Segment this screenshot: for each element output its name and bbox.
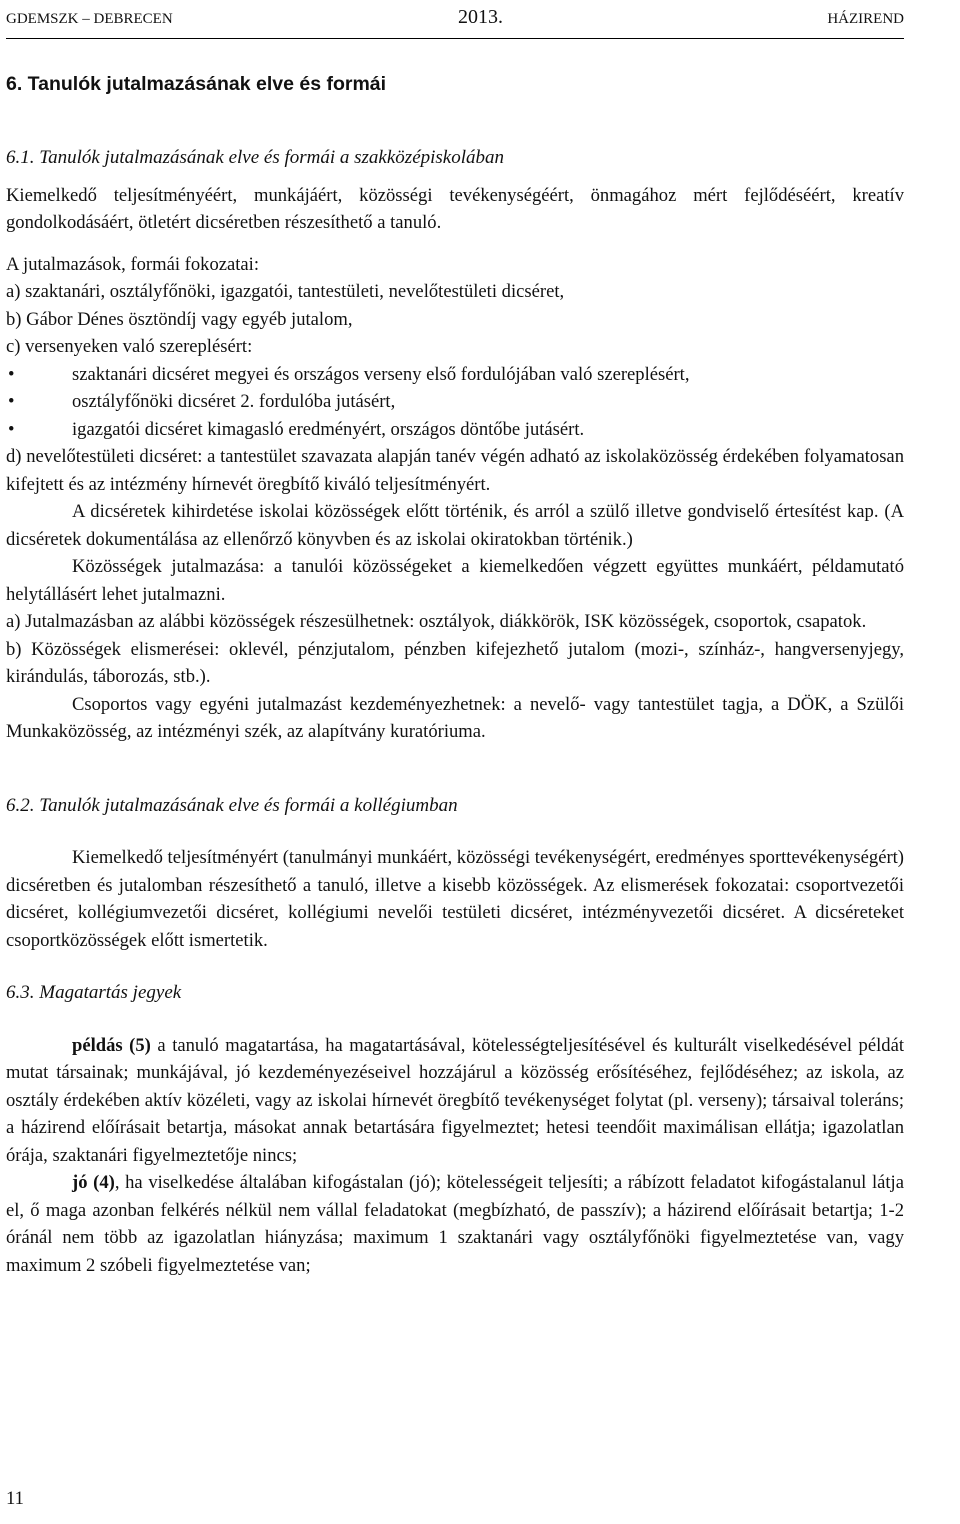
s61-announcement-paragraph: A dicséretek kihirdetése iskolai közösségek előtt történik, és arról a szülő illetve gondviselő értesítést kap. (A dicséretek dokumentálása az ellenőrző könyvben és az iskolai okiratokban történik.) <box>6 501 904 550</box>
s61-form-c: c) versenyeken való szereplésért: <box>6 336 253 357</box>
section-6-3-title: 6.3. Magatartás jegyek <box>6 982 182 1003</box>
list-item: • igazgatói dicséret kimagasló eredményért, országos döntőbe jutásért. <box>6 416 904 444</box>
s61-community-a: a) Jutalmazásban az alábbi közösségek részesülhetnek: osztályok, diákkörök, ISK közösségek, csoportok, csapatok. <box>6 611 867 632</box>
s61-form-d: d) nevelőtestületi dicséret: a tantestület szavazata alapján tanév végén adható az iskolaközösség érdekében folyamatosan kifejtett és az intézmény hírnevét öregbítő kiváló teljesítményért. <box>6 446 904 495</box>
document-body <box>6 70 904 1279</box>
s61-community-b: b) Közösségek elismerései: oklevél, pénzjutalom, pénzben kifejezhető jutalom (mozi-, színház-, hangversenyjegy, kirándulás, táborozás, stb.). <box>6 638 904 687</box>
exemplary-grade-text: a tanuló magatartása, ha magatartásával, kötelességteljesítésével és kulturált viselkedésével példát mutat társainak; munkájával, jó kezdeményezéseivel hozzájárul a közösség erősítéséhez, fejlődéséhez; az iskola, az osztály érdekében aktív közéleti, vagy az iskolai hírnevét öregbítő tevékenységet folytat (pl. verseny); társaival toleráns; a házirend előírásait betartja, másokat annak betartására figyelmeztet; hetesi teendőit maximálisan ellátja; igazolatlan órája, szaktanári figyelmeztetője nincs; <box>6 1034 904 1166</box>
s61-intro-paragraph: Kiemelkedő teljesítményéért, munkájáért, közösségi tevékenységéért, önmagához mért fejlődéséért, kreatív gondolkodásáért, ötletért dicséretben részesíthető a tanuló. <box>6 184 904 233</box>
s61-form-b: b) Gábor Dénes ösztöndíj vagy egyéb jutalom, <box>6 308 353 330</box>
exemplary-grade-term: példás (5) <box>72 1034 151 1056</box>
s61-initiators-paragraph: Csoportos vagy egyéni jutalmazást kezdeményezhetnek: a nevelő- vagy tantestület tagja, a DÖK, a Szülői Munkaközösség, az intézményi szék, az alapítvány kuratóriuma. <box>6 693 904 742</box>
good-grade-term: jó (4) <box>72 1172 115 1193</box>
header-organization: GDEMSZK – DEBRECEN <box>6 11 173 27</box>
section-6-1-title: 6.1. Tanulók jutalmazásának elve és formái a szakközépiskolában <box>6 147 505 168</box>
competition-praise-list <box>6 361 904 444</box>
section-6-title: 6. Tanulók jutalmazásának elve és formái <box>6 73 387 95</box>
s61-community-reward-paragraph: Közösségek jutalmazása: a tanulói közösségeket a kiemelkedően végzett együttes munkáért, példamutató helytállásért lehet jutalmazni. <box>6 556 904 605</box>
section-6-2-title: 6.2. Tanulók jutalmazásának elve és formái a kollégiumban <box>6 794 458 816</box>
good-grade-text: , ha viselkedése általában kifogástalan (jó); kötelességeit teljesíti; a rábízott feladatot kifogástalanul látja el, ő maga azonban felkérés nélkül nem vállal feladatokat (megbízható, de passzív); a házirend előírásait betartja; 1-2 óránál nem több az igazolatlan hiányzása; maximum 1 szaktanári vagy osztályfőnöki figyelmeztetése van, vagy maximum 2 szóbeli figyelmeztetése van; <box>6 1172 904 1276</box>
s63-exemplary-paragraph <box>6 1032 904 1170</box>
header-year: 2013. <box>458 6 503 28</box>
list-item: • osztályfőnöki dicséret 2. fordulóba jutásért, <box>6 388 904 416</box>
s62-body-paragraph: Kiemelkedő teljesítményért (tanulmányi munkáért, közösségi tevékenységért, eredményes sporttevékenységért) dicséretben és jutalomban részesíthető a tanuló, illetve a kisebb közösségek. Az elismerések fokozatai: csoportvezetői dicséret, kollégiumvezetői dicséret, kollégiumi nevelői testületi dicséret, intézményvezetői dicséret. A dicséreteket csoportközösségek előtt ismertetik. <box>6 847 904 951</box>
list-item: • szaktanári dicséret megyei és országos verseny első fordulójában való szereplésért, <box>6 361 904 389</box>
s61-form-a: a) szaktanári, osztályfőnöki, igazgatói, tantestületi, nevelőtestületi dicséret, <box>6 281 565 302</box>
page-number: 11 <box>6 1488 24 1509</box>
s63-good-paragraph <box>6 1169 904 1279</box>
page-header <box>6 4 904 39</box>
header-document-title: HÁZIREND <box>827 11 904 27</box>
s61-forms-heading: A jutalmazások, formái fokozatai: <box>6 253 259 275</box>
